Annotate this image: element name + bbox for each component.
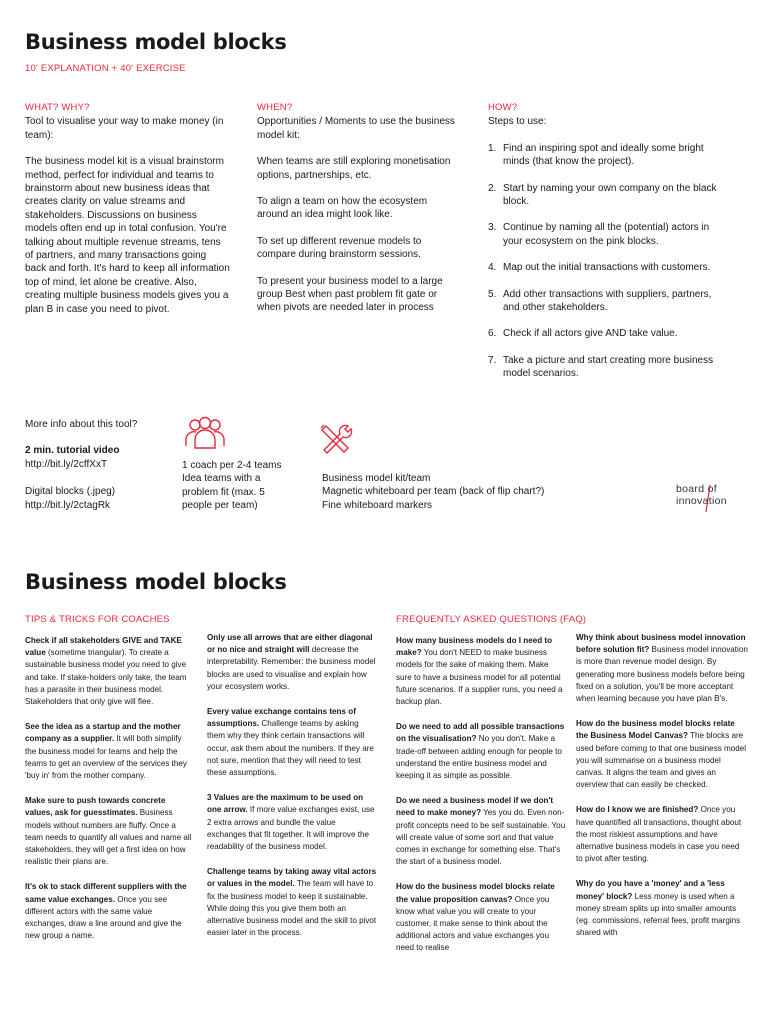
how-label: HOW? [488,102,518,113]
when-section [257,101,457,328]
when-item: To present your business model to a large group Best when past problem fit gate or when pivots are needed later in process [257,275,443,314]
faq-item: Do we need a business model if we don't need to make money? Yes you do. Even non-profit concepts need to be self sustainable. You will create value of some sort and that value comes in exchange for something else. That's the start of a business model. [396,796,566,867]
faq-item: Why think about business model innovation before solution fit? Business model innovation is more than revenue model design. By generating more business models before being fixed on a solution, you'll be more acceptant when learning because you have plan B's. [576,633,748,704]
step-item: 2. Start by naming your own company on the black block. [488,182,717,208]
when-label: WHEN? [257,102,293,113]
faq-label: FREQUENTLY ASKED QUESTIONS (FAQ) [396,614,587,625]
faq-item: How do the business model blocks relate the Business Model Canvas? The blocks are used before coming to that one business model you will summarise on a business model canvas. It aligns the team and gives an overview that can easily be checked. [576,719,747,790]
tip-item: Only use all arrows that are either diagonal or no nice and straight will decrease the interpretability. Remember: the business model blocks are used to visualise and explain how your ecosystem works. [207,633,376,691]
step-item: 5. Add other transactions with suppliers, partners, and other stakeholders. [488,288,712,314]
what-label: WHAT? WHY? [25,102,90,113]
step-item: 6. Check if all actors give AND take value. [488,328,678,340]
more-info-heading: More info about this tool? [25,419,138,430]
what-body: The business model kit is a visual brainstorm method, perfect for individual and teams to brainstorm about new business ideas that creates clarity on value streams and stakeholders. Discussions on business models often end up in total confusion. You're talking about multiple revenue streams, tens of partners, and many transactions going back and forth. It's hard to keep all information top of mind, let alone be creative. Also, creating multiple business models gives you a plan B in case you need to pivot. [25,156,230,315]
tip-item: Challenge teams by taking away vital actors or values in the model. The team will have to fix the business model to keep it sustainable. While doing this you give them both an alternative business model and the skill to pivot easier later in the process. [207,867,377,938]
people-group-icon [182,416,228,450]
what-lead: Tool to visualise your way to make money (in team): [25,116,224,141]
what-section [25,101,230,329]
tip-item: Every value exchange contains tens of assumptions. Challenge teams by asking them why they think certain transactions will occur, ask them about the numbers. If they are not sure, mention that they will need to test these assumptions. [207,707,374,778]
more-info-section [25,418,185,512]
how-lead: Steps to use: [488,116,547,128]
digital-blocks-link[interactable]: http://bit.ly/2ctagRk [25,499,111,511]
video-link[interactable]: http://bit.ly/2cffXxT [25,458,108,470]
materials-info: Business model kit/team Magnetic whiteboard per team (back of flip chart?) Fine whiteboard markers [322,473,545,511]
board-of-innovation-logo [676,484,746,507]
people-info: 1 coach per 2-4 teams Idea teams with a problem fit (max. 5 people per team) [182,460,282,512]
tips-column-1 [25,635,195,955]
step-item: 3. Continue by naming all the (potential) actors in your ecosystem on the pink blocks. [488,222,710,247]
faq-item: Do we need to add all possible transactions on the visualisation? No you don't. Make a trade-off between adding enough for people to understand the entire business model and keeping it as simple as possible. [396,722,565,781]
step-item: 4. Map out the initial transactions with customers. [488,262,711,274]
step-item: 1. Find an inspiring spot and ideally some bright minds (that know the project). [488,142,704,168]
page-title: Business model blocks [25,30,287,54]
when-lead: Opportunities / Moments to use the business model kit: [257,116,455,141]
tips-label: TIPS & TRICKS FOR COACHES [25,614,170,625]
tip-item: See the idea as a startup and the mother company as a supplier. It will both simplify the business model for teams and help the teams to get an overview of the services they 'buy in' from the mother company. [25,722,187,781]
tip-item: 3 Values are the maximum to be used on one arrow. If more value exchanges exist, use 2 extra arrows and bundle the value exchanges that fit together. It will improve the readability of the business model. [207,793,375,852]
tip-item: It's ok to stack different suppliers with the same value exchanges. Once you see different actors with the same value exchanges, draw a line around and give the new group a name. [25,882,187,941]
page2-title: Business model blocks [25,570,287,594]
faq-column-2 [576,632,748,952]
faq-item: How do the business model blocks relate the value proposition canvas? Once you know what value you will create to your customer, it make sense to think about the additional actors and value exchanges you need to realise [396,882,555,953]
faq-item: Why do you have a 'money' and a 'less money' block? Less money is used when a money stream splits up into smaller amounts (eg. commissions, referral fees, profit margins shared with [576,879,741,938]
digital-blocks-label: Digital blocks (.jpeg) [25,486,116,498]
steps-list [488,142,718,381]
step-item: 7. Take a picture and start creating more business model scenarios. [488,354,714,380]
video-label: 2 min. tutorial video [25,445,120,457]
page-subtitle: 10' EXPLANATION + 40' EXERCISE [25,63,186,74]
tips-column-2 [207,632,377,952]
faq-item: How many business models do I need to make? You don't NEED to make business models for the sake of making them. Make sure to have a business model for all potential future scenarios. If a supplier runs, you need a backup plan. [396,636,563,707]
logo-line-2: innovation [676,494,727,507]
when-item: When teams are still exploring monetisation options, partnerships, etc. [257,156,451,181]
tools-icon [318,422,354,458]
when-item: To set up different revenue models to compare during brainstorm sessions. [257,235,422,261]
tip-item: Make sure to push towards concrete values, ask for guesstimates. Business models without numbers are fluffy. Once a team needs to quantify all values and name all stakeholders, they will get a first idea on how realistic their plans are. [25,796,192,867]
tip-item: Check if all stakeholders GIVE and TAKE value (sometime triangular). To create a sustainable business model you need to give and take. If stake-holders only take, the team has a parasite in their business model. Stakeholders that only give will flee. [25,636,187,707]
faq-column-1 [396,635,566,968]
how-section [488,101,718,394]
logo-line-1: board of [676,483,717,495]
when-item: To align a team on how the ecosystem around an idea might look like. [257,196,428,221]
faq-item: How do I know we are finished? Once you have quantified all transactions, thought about the most riskiest assumptions and have alternative business models in case you need to pivot after testing. [576,805,742,864]
